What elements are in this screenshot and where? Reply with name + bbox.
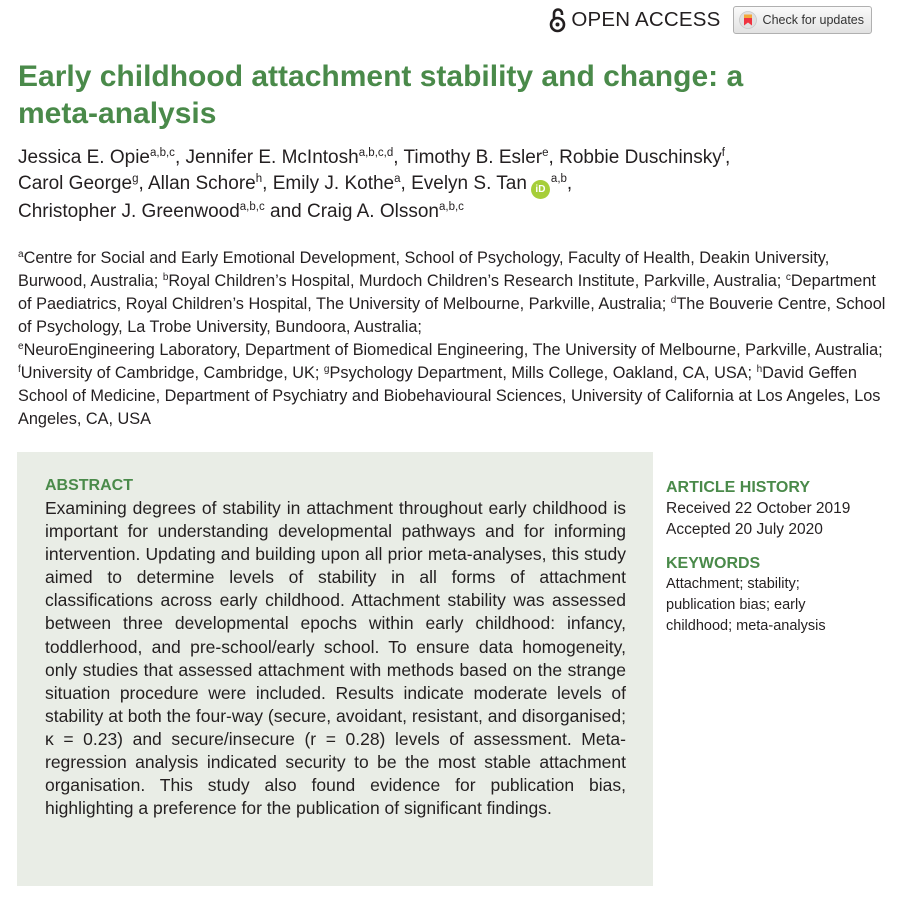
affiliation-marker: d (670, 295, 677, 306)
affiliation-marker: b (162, 272, 169, 283)
author-conjunction: and (270, 201, 302, 222)
check-for-updates-label: Check for updates (762, 13, 864, 27)
crossmark-icon (739, 11, 757, 29)
author-name[interactable]: Allan Schore (147, 173, 256, 194)
affiliation-marker: e (18, 341, 24, 352)
article-title: Early childhood attachment stability and change: a meta-analysis (18, 60, 744, 130)
accepted-date: Accepted 20 July 2020 (666, 521, 823, 538)
author-affiliation-marker: h (255, 173, 263, 185)
affiliation-marker: c (785, 272, 791, 283)
affiliation-text: Department of Paediatrics, Royal Children’s Hospital, The University of Melbourne, Parkville, Australia; (18, 272, 876, 313)
affiliation-marker: a (18, 249, 24, 260)
author-name[interactable]: Craig A. Olsson (306, 201, 439, 222)
affiliation-marker: h (756, 364, 763, 375)
affiliation-text: Psychology Department, Mills College, Oakland, CA, USA; (329, 364, 753, 382)
author-name[interactable]: Christopher J. Greenwood (18, 201, 240, 222)
received-date: Received 22 October 2019 (666, 500, 851, 517)
keywords-list: Attachment; stability; publication bias; early childhood; meta-analysis (666, 576, 826, 634)
abstract-heading: ABSTRACT (45, 477, 133, 494)
author-affiliation-marker: a,b,c (150, 147, 175, 159)
affiliation-text: David Geffen School of Medicine, Department of Psychiatry and Biobehavioural Sciences, University of California at Los Angeles, Los Angeles, CA, USA (18, 364, 881, 428)
affiliation-text: The Bouverie Centre, School of Psychology, La Trobe University, Bundoora, Australia; (18, 295, 886, 336)
affiliation-text: Centre for Social and Early Emotional Development, School of Psychology, Faculty of Health, Deakin University, Burwood, Australia; (18, 249, 830, 290)
open-access-lock-icon (549, 7, 566, 33)
top-bar (549, 5, 872, 35)
abstract-text: Examining degrees of stability in attachment throughout early childhood is important for understanding developmental pathways and for informing intervention. Updating and building upon all prior meta-analyses, this study aimed to determine levels of stability in all forms of attachment classifications across early childhood. Attachment stability was assessed between three developmental epochs within early childhood: infancy, toddlerhood, and pre-school/early school. To ensure data homogeneity, only studies that assessed attachment with methods based on the strange situation procedure were included. Results indicate moderate levels of stability at both the four-way (secure, avoidant, resistant, and disorganised; κ = 0.23) and secure/insecure (r = 0.28) levels of assessment. Meta-regression analysis indicated security to be the most stable attachment organisation. This study also found evidence for publication bias, highlighting a preference for the publication of significant findings. (45, 498, 626, 819)
author-affiliation-marker: a,b,c,d (358, 147, 394, 159)
affiliations (18, 247, 888, 431)
author-name[interactable]: Robbie Duschinsky (559, 147, 722, 168)
affiliation-marker: g (323, 364, 330, 375)
author-affiliation-marker: a (394, 173, 401, 185)
author-name[interactable]: Jessica E. Opie (18, 147, 150, 168)
author-name[interactable]: Carol George (18, 173, 133, 194)
open-access-badge (549, 7, 720, 33)
orcid-icon[interactable]: iD (531, 180, 550, 199)
affiliation-marker: f (18, 364, 21, 375)
author-name[interactable]: Jennifer E. McIntosh (185, 147, 359, 168)
check-for-updates-button[interactable] (733, 6, 872, 34)
author-affiliation-marker: f (721, 147, 725, 159)
author-name[interactable]: Emily J. Kothe (272, 173, 395, 194)
author-list: Jessica E. Opie$^{a,b,c}$, Jennifer E. McIntosh$^{a,b,c,d}$, Timothy B. Esler$^e$, Robbie Duschinsky$^f$, Carol George$^g$, Allan Schore$^h$, Emily J. Kothe$^a$, Evelyn S. Tan iD$^{a,b}$, Christopher J. Greenwood$^{a,b,c}$ and Craig A. Olsson$^{a,b,c}$ (18, 147, 731, 222)
author-affiliation-marker: a,b (550, 173, 567, 185)
affiliation-text: Royal Children’s Hospital, Murdoch Children’s Research Institute, Parkville, Australia; (168, 272, 782, 290)
author-affiliation-marker: a,b,c (438, 201, 464, 213)
article-history (666, 477, 891, 540)
keywords-heading: KEYWORDS (666, 555, 761, 572)
article-history-heading: ARTICLE HISTORY (666, 479, 811, 496)
author-affiliation-marker: a,b,c (239, 201, 265, 213)
affiliation-text: NeuroEngineering Laboratory, Department of Biomedical Engineering, The University of Melbourne, Parkville, Australia; (23, 341, 883, 359)
author-affiliation-marker: g (132, 173, 139, 185)
author-name[interactable]: Evelyn S. Tan (411, 173, 527, 194)
keywords-section (666, 553, 891, 637)
author-affiliation-marker: e (542, 147, 549, 159)
author-name[interactable]: Timothy B. Esler (403, 147, 543, 168)
open-access-label: OPEN ACCESS (571, 8, 721, 31)
affiliation-text: University of Cambridge, Cambridge, UK; (20, 364, 320, 382)
